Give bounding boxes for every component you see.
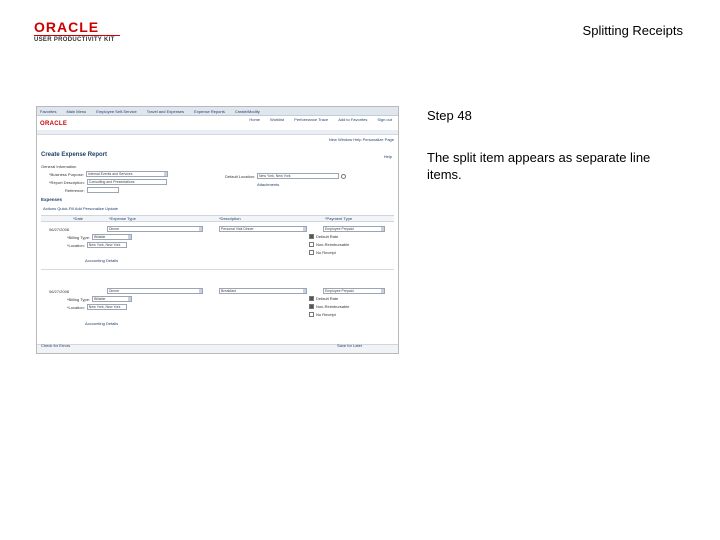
row2-payment-type-select[interactable]: Employee Prepaid bbox=[323, 288, 385, 294]
attachments-row bbox=[257, 182, 279, 187]
upk-subtitle: USER PRODUCTIVITY KIT bbox=[34, 37, 115, 43]
row2-nonreimb-label: Non-Reimbursable bbox=[316, 304, 350, 309]
application-screenshot bbox=[36, 106, 399, 354]
link-worklist[interactable]: Worklist bbox=[270, 117, 285, 122]
help-link[interactable]: Help bbox=[383, 154, 392, 159]
row2-billing-row bbox=[67, 296, 132, 302]
row2-default-rate-checkbox[interactable] bbox=[309, 296, 314, 301]
row2-description-input[interactable]: Breakfast bbox=[219, 288, 307, 294]
col-payment-type: *Payment Type bbox=[325, 216, 353, 221]
row1-default-rate-label: Default Rate bbox=[316, 234, 339, 239]
reference-label: Reference: bbox=[65, 187, 85, 193]
row2-noreceipt-checkbox[interactable] bbox=[309, 312, 314, 317]
row1-description-input[interactable]: Personal Visit Dinner bbox=[219, 226, 307, 232]
row2-date: 06/27/2008 bbox=[49, 288, 70, 294]
header-links bbox=[249, 117, 392, 122]
page-title: Create Expense Report bbox=[41, 152, 108, 158]
row1-noreceipt-label: No Receipt bbox=[316, 250, 336, 255]
nav-main-menu[interactable]: Main Menu bbox=[66, 108, 87, 114]
row2-billing-label: *Billing Type: bbox=[67, 296, 91, 302]
row1-location-row bbox=[67, 242, 127, 248]
col-expense-type: *Expense Type bbox=[109, 216, 136, 221]
topic-title: Splitting Receipts bbox=[582, 23, 683, 38]
expense-row-1 bbox=[49, 226, 385, 232]
step-number: Step 48 bbox=[427, 108, 472, 123]
top-navigation bbox=[37, 107, 398, 116]
row2-location-label: *Location: bbox=[67, 304, 85, 310]
row1-billing-row bbox=[67, 234, 132, 240]
row1-payment-type-select[interactable]: Employee Prepaid bbox=[323, 226, 385, 232]
general-info-header bbox=[41, 164, 76, 169]
reference-input[interactable] bbox=[87, 187, 119, 193]
link-home[interactable]: Home bbox=[249, 117, 261, 122]
link-performance-trace[interactable]: Performance Trace bbox=[294, 117, 329, 122]
nav-employee-self-service[interactable]: Employee Self-Service bbox=[96, 108, 137, 114]
row1-location-label: *Location: bbox=[67, 242, 85, 248]
oracle-upk-logo bbox=[34, 20, 124, 43]
logo-rule bbox=[34, 35, 120, 36]
row1-flags bbox=[309, 234, 338, 239]
row1-billing-label: *Billing Type: bbox=[67, 234, 91, 240]
row2-default-rate-label: Default Rate bbox=[316, 296, 339, 301]
row2-location-row bbox=[67, 304, 127, 310]
default-location-row bbox=[225, 173, 346, 179]
default-location-input[interactable]: New York, New York bbox=[257, 173, 339, 179]
nav-travel-expenses[interactable]: Travel and Expenses bbox=[146, 108, 185, 114]
row2-noreceipt-label: No Receipt bbox=[316, 312, 336, 317]
row1-nonreimb-checkbox[interactable] bbox=[309, 242, 314, 247]
row1-location-input[interactable]: New York, New York bbox=[87, 242, 127, 248]
nav-create-modify[interactable]: Create/Modify bbox=[234, 108, 260, 114]
app-oracle-logo: ORACLE bbox=[40, 121, 68, 127]
row2-nonreimb-checkbox[interactable] bbox=[309, 304, 314, 309]
row2-location-input[interactable]: New York, New York bbox=[87, 304, 127, 310]
general-info-label: General Information bbox=[41, 164, 77, 169]
report-description-label: *Report Description: bbox=[49, 179, 85, 185]
row1-noreceipt bbox=[309, 250, 336, 255]
row1-noreceipt-checkbox[interactable] bbox=[309, 250, 314, 255]
link-sign-out[interactable]: Sign out bbox=[377, 117, 392, 122]
row1-nonreimb bbox=[309, 242, 349, 247]
default-location-label: Default Location: bbox=[225, 173, 256, 179]
nav-expense-reports[interactable]: Expense Reports bbox=[194, 108, 225, 114]
attachments-link[interactable]: Attachments bbox=[257, 182, 280, 187]
row2-expense-type-select[interactable]: Dinner bbox=[107, 288, 203, 294]
expenses-toolbar[interactable]: Actions Quick-Fill Add Personalize Update bbox=[43, 206, 118, 211]
row1-nonreimb-label: Non-Reimbursable bbox=[316, 242, 350, 247]
expense-row-2 bbox=[49, 288, 385, 294]
nav-favorites[interactable]: Favorites bbox=[40, 108, 57, 114]
link-add-favorites[interactable]: Add to Favorites bbox=[338, 117, 368, 122]
check-errors-link[interactable]: Check for Errors bbox=[41, 343, 71, 348]
row1-date: 06/27/2008 bbox=[49, 226, 70, 232]
oracle-brand: ORACLE bbox=[34, 19, 100, 35]
row2-flags bbox=[309, 296, 338, 301]
row2-nonreimb bbox=[309, 304, 349, 309]
location-lookup-icon[interactable] bbox=[341, 174, 346, 179]
step-description: The split item appears as separate line items. bbox=[427, 150, 651, 182]
business-purpose-row bbox=[49, 171, 168, 177]
expenses-header: Expenses bbox=[41, 197, 63, 202]
business-purpose-label: *Business Purpose: bbox=[49, 171, 84, 177]
header-band bbox=[37, 130, 398, 135]
row2-noreceipt bbox=[309, 312, 336, 317]
row1-expense-type-select[interactable]: Dinner bbox=[107, 226, 203, 232]
col-date: *Date bbox=[73, 216, 84, 221]
business-purpose-select[interactable]: Internal Events and Services bbox=[86, 171, 168, 177]
page-links[interactable]: New Window Help Personalize Page bbox=[328, 137, 394, 142]
report-description-row bbox=[49, 179, 167, 185]
row2-billing-select[interactable]: Billable bbox=[92, 296, 132, 302]
row1-billing-select[interactable]: Billable bbox=[92, 234, 132, 240]
row-separator bbox=[41, 269, 394, 270]
col-description: *Description bbox=[219, 216, 241, 221]
reference-row bbox=[65, 187, 119, 193]
row2-accounting-link[interactable]: Accounting Details bbox=[85, 321, 119, 326]
row1-accounting-link[interactable]: Accounting Details bbox=[85, 258, 119, 263]
report-description-input[interactable]: Consulting and Presentations bbox=[87, 179, 167, 185]
row1-default-rate-checkbox[interactable] bbox=[309, 234, 314, 239]
save-later-link[interactable]: Save for Later bbox=[337, 343, 363, 348]
